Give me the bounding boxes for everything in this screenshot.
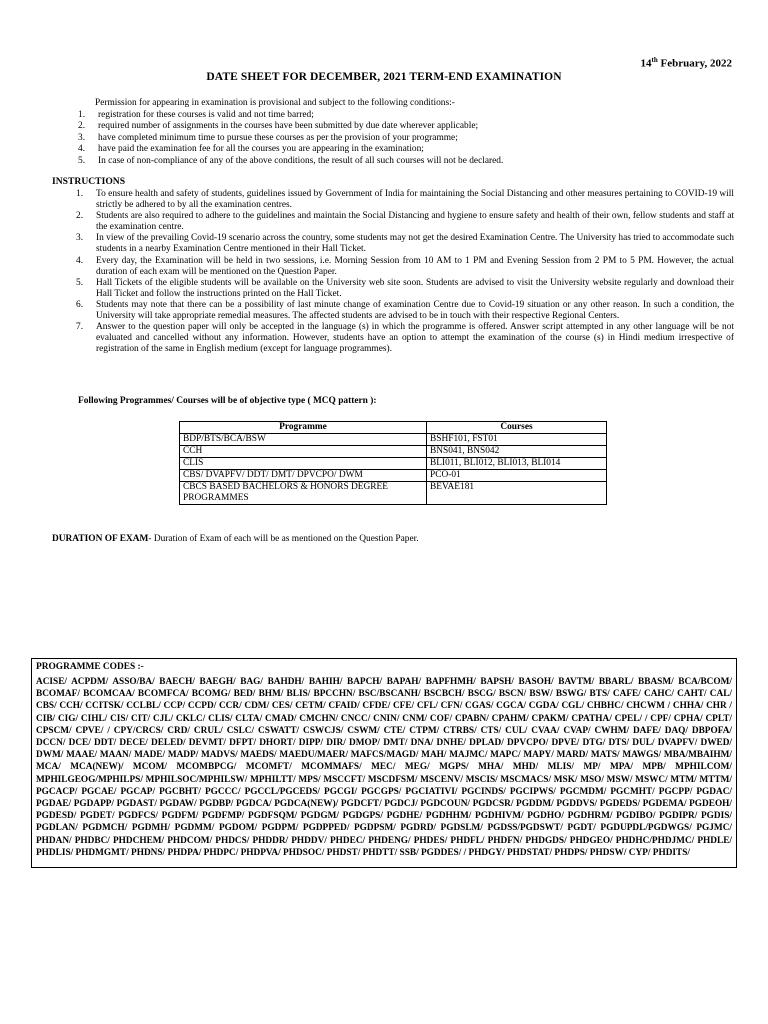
- column-header-programme: Programme: [180, 422, 427, 434]
- condition-number: 4.: [78, 144, 86, 155]
- instruction-text: Hall Tickets of the eligible students will be available on the University web site soon. Students are advised to visit the University website regularly and download their Hall Ticket and follow the instructions printed on the Hall Ticket.: [96, 277, 734, 299]
- instruction-number: 4.: [76, 255, 84, 266]
- instruction-text: In view of the prevailing Covid-19 scenario across the country, some students may not get the desired Examination Centre. The University has tried to accommodate such students in a nearby Examination Centre mentioned in their Hall Ticket.: [96, 233, 734, 255]
- instructions-heading: INSTRUCTIONS: [52, 176, 126, 187]
- courses-cell: BNS041, BNS042: [427, 446, 607, 458]
- instruction-text: Every day, the Examination will be held in two sessions, i.e. Morning Session from 10 AM to 1 PM and Evening Session from 2 PM to 5 PM. However, the actual duration of each exam will be mentioned on the Question Paper.: [96, 255, 734, 277]
- table-row: [180, 434, 607, 446]
- condition-text: required number of assignments in the courses have been submitted by due date wherever applicable;: [98, 121, 479, 132]
- courses-cell: BSHF101, FST01: [427, 434, 607, 446]
- table-row: [180, 446, 607, 458]
- programme-codes-heading: PROGRAMME CODES :-: [36, 662, 144, 672]
- programme-cell: CBS/ DVAPFV/ DDT/ DMT/ DPVCPO/ DWM: [180, 470, 427, 482]
- instruction-item: [76, 300, 734, 322]
- condition-text: have completed minimum time to pursue these courses as per the provision of your programme;: [98, 132, 458, 143]
- date-month-year: February, 2022: [657, 57, 732, 70]
- duration-label: DURATION OF EXAM: [52, 534, 149, 544]
- condition-number: 1.: [78, 110, 86, 120]
- instruction-text: Students are also required to adhere to the guidelines and maintain the Social Distancing and hygiene to ensure safety and health of their own, fellow students and staff at the examination centre.: [96, 211, 734, 233]
- column-header-courses: Courses: [427, 422, 607, 434]
- instruction-text: To ensure health and safety of students, guidelines issued by Government of India for maintaining the Social Distancing and other measures pertaining to COVID-19 will strictly be adhered to by all the examination centres.: [96, 189, 734, 211]
- condition-text: registration for these courses is valid and not time barred;: [98, 110, 314, 120]
- condition-item: [78, 110, 503, 121]
- instruction-number: 3.: [76, 233, 84, 244]
- table-header-row: [180, 422, 607, 434]
- duration-text: - Duration of Exam of each will be as mentioned on the Question Paper.: [148, 534, 419, 544]
- courses-cell: BLI011, BLI012, BLI013, BLI014: [427, 458, 607, 470]
- condition-item: [78, 121, 503, 132]
- instructions-list: [76, 189, 734, 355]
- instruction-item: [76, 233, 734, 255]
- table-row: [180, 482, 607, 505]
- courses-cell: BEVAE181: [427, 482, 607, 505]
- instruction-item: [76, 211, 734, 233]
- instruction-item: [76, 256, 734, 278]
- date-day: 14: [640, 57, 652, 70]
- conditions-list: [78, 110, 503, 167]
- programme-codes-list: ACISE/ ACPDM/ ASSO/BA/ BAECH/ BAEGH/ BAG/ BAHDH/ BAHIH/ BAPCH/ BAPAH/ BAPFHMH/ BAPSH/ BASOH/ BAVTM/ BBARL/ BBASM/ BCA/BCOM/ BCOMAF/ BCOMCAA/ BCOMFCA/ BCOMG/ BED/ BHM/ BLIS/ BPCCHN/ BSC/BSCANH/ BSCBCH/ BSCG/ BSCN/ BSW/ BSWG/ BTS/ CAFE/ CAHC/ CAHT/ CAL/ CBS/ CCH/ CCITSK/ CCLBL/ CCP/ CCPD/ CCR/ CDM/ CES/ CETM/ CFAID/ CFDE/ CFE/ CFL/ CFN/ CGAS/ CGCA/ CGDA/ CGL/ CHBHC/ CHCWM / CHHA/ CHR / CIB/ CIG/ CIHL/ CIS/ CIT/ CJL/ CKLC/ CLIS/ CLTA/ CMAD/ CMCHN/ CNCC/ CNIN/ CNM/ COF/ CPABN/ CPAHM/ CPAKM/ CPATHA/ CPEL/ / CPF/ CPHA/ CPLT/ CPSCM/ CPVE/ / CPY/CRCS/ CRD/ CRUL/ CSLC/ CSWATT/ CSWCJS/ CSWM/ CTE/ CTPM/ CTRBS/ CTS/ CUL/ CVAA/ CVAP/ CWHM/ DAFE/ DAQ/ DBPOFA/ DCCN/ DCE/ DDT/ DECE/ DELED/ DEVMT/ DFPT/ DHORT/ DIPP/ DIR/ DMOP/ DMT/ DNA/ DNHE/ DPLAD/ DPVCPO/ DPVE/ DTG/ DTS/ DUL/ DVAPFV/ DWED/ DWM/ MAAE/ MAAN/ MADE/ MADP/ MADVS/ MAEDS/ MAEDU/MAER/ MAFCS/MAGD/ MAH/ MAJMC/ MAPC/ MAPY/ MARD/ MATS/ MAWGS/ MBA/MBAIHM/ MCA/ MCA(NEW)/ MCOM/ MCOMBPCG/ MCOMFT/ MCOMMAFS/ MEC/ MEG/ MGPS/ MHA/ MHD/ MLIS/ MP/ MPA/ MPB/ MPHILCOM/ MPHILGEOG/MPHILPS/ MPHILSOC/MPHILSW/ MPHILTT/ MPS/ MSCCFT/ MSCDFSM/ MSCENV/ MSCIS/ MSCMACS/ MSK/ MSO/ MSW/ MSWC/ MTM/ MTTM/ PGCACP/ PGCAE/ PGCAP/ PGCBHT/ PGCCC/ PGCCL/PGCEDS/ PGCGI/ PGCGPS/ PGCIATIVI/ PGCINDS/ PGCIPWS/ PGCMDM/ PGCMHT/ PGCPP/ PGDAC/ PGDAE/ PGDAPP/ PGDAST/ PGDAW/ PGDBP/ PGDCA/ PGDCA(NEW)/ PGDCFT/ PGDCJ/ PGDCOUN/ PGDCSR/ PGDDM/ PGDDVS/ PGDEDS/ PGDEMA/ PGDEOH/ PGDESD/ PGDET/ PGDFCS/ PGDFM/ PGDFMP/ PGDFSQM/ PGDGM/ PGDGPS/ PGDHE/ PGDHHM/ PGDHIVM/ PGDHO/ PGDHRM/ PGDIBO/ PGDIPR/ PGDIS/ PGDLAN/ PGDMCH/ PGDMH/ PGDMM/ PGDOM/ PGDPM/ PGDPPED/ PGDPSM/ PGDRD/ PGDSLM/ PGDSS/PGDSWT/ PGDT/ PGDUPDL/PGDWGS/ PGJMC/ PHDAN/ PHDBC/ PHDCHEM/ PHDCOM/ PHDCS/ PHDDR/ PHDDV/ PHDEC/ PHDENG/ PHDES/ PHDFL/ PHDFN/ PHDGDS/ PHDGEO/ PHDHC/PHDJMC/ PHDLE/ PHDLIS/ PHDMGMT/ PHDNS/ PHDPA/ PHDPC/ PHDPVA/ PHDSOC/ PHDST/ PHDTT/ SSB/ PGDDES/ / PHDGY/ PHDSTAT/ PHDPS/ PHDSW/ CYP/ PHDITS/: [36, 677, 732, 858]
- courses-cell: PCO-01: [427, 470, 607, 482]
- condition-text: have paid the examination fee for all the courses you are appearing in the examination;: [98, 144, 424, 155]
- date-suffix: th: [651, 56, 658, 64]
- instruction-number: 6.: [76, 299, 84, 310]
- instruction-number: 7.: [76, 322, 84, 333]
- programme-codes-box: [31, 658, 737, 868]
- instruction-text: Students may note that there can be a possibility of last minute change of examination Centre due to Covid-19 situation or any other reason. In such a condition, the University will take appropriate remedial measures. The affected students are advised to be in touch with their respective Regional Centers.: [96, 299, 734, 322]
- condition-item: [78, 133, 503, 144]
- condition-text: In case of non-compliance of any of the above conditions, the result of all such courses will not be declared.: [98, 155, 504, 166]
- programme-cell: CLIS: [180, 458, 427, 470]
- instruction-number: 1.: [76, 189, 84, 199]
- mcq-table: [179, 421, 607, 505]
- programme-cell: BDP/BTS/BCA/BSW: [180, 434, 427, 446]
- programme-cell: CCH: [180, 446, 427, 458]
- condition-item: [78, 156, 503, 167]
- table-row: [180, 470, 607, 482]
- table-row: [180, 458, 607, 470]
- instruction-number: 2.: [76, 211, 84, 222]
- duration-note: [52, 534, 419, 544]
- programme-cell: CBCS BASED BACHELORS & HONORS DEGREE PROGRAMMES: [180, 482, 427, 505]
- instruction-item: [76, 322, 734, 355]
- condition-number: 3.: [78, 132, 86, 143]
- condition-item: [78, 144, 503, 155]
- permission-intro: Permission for appearing in examination is provisional and subject to the following conditions:-: [95, 98, 455, 108]
- instruction-text: Answer to the question paper will only be accepted in the language (s) in which the programme is offered. Answer script attempted in any other language will be not evaluated and cancelled without any information. However, students have an option to attempt the examination of the course (s) in Hindi medium irrespective of registration of the same in English medium (except for language programmes).: [96, 322, 734, 355]
- condition-number: 5.: [78, 155, 86, 166]
- document-date: [641, 56, 732, 70]
- instruction-item: [76, 278, 734, 300]
- document-title: DATE SHEET FOR DECEMBER, 2021 TERM-END EXAMINATION: [206, 71, 562, 83]
- instruction-number: 5.: [76, 277, 84, 288]
- condition-number: 2.: [78, 121, 86, 132]
- instruction-item: [76, 189, 734, 211]
- mcq-heading: Following Programmes/ Courses will be of objective type ( MCQ pattern ):: [78, 396, 377, 406]
